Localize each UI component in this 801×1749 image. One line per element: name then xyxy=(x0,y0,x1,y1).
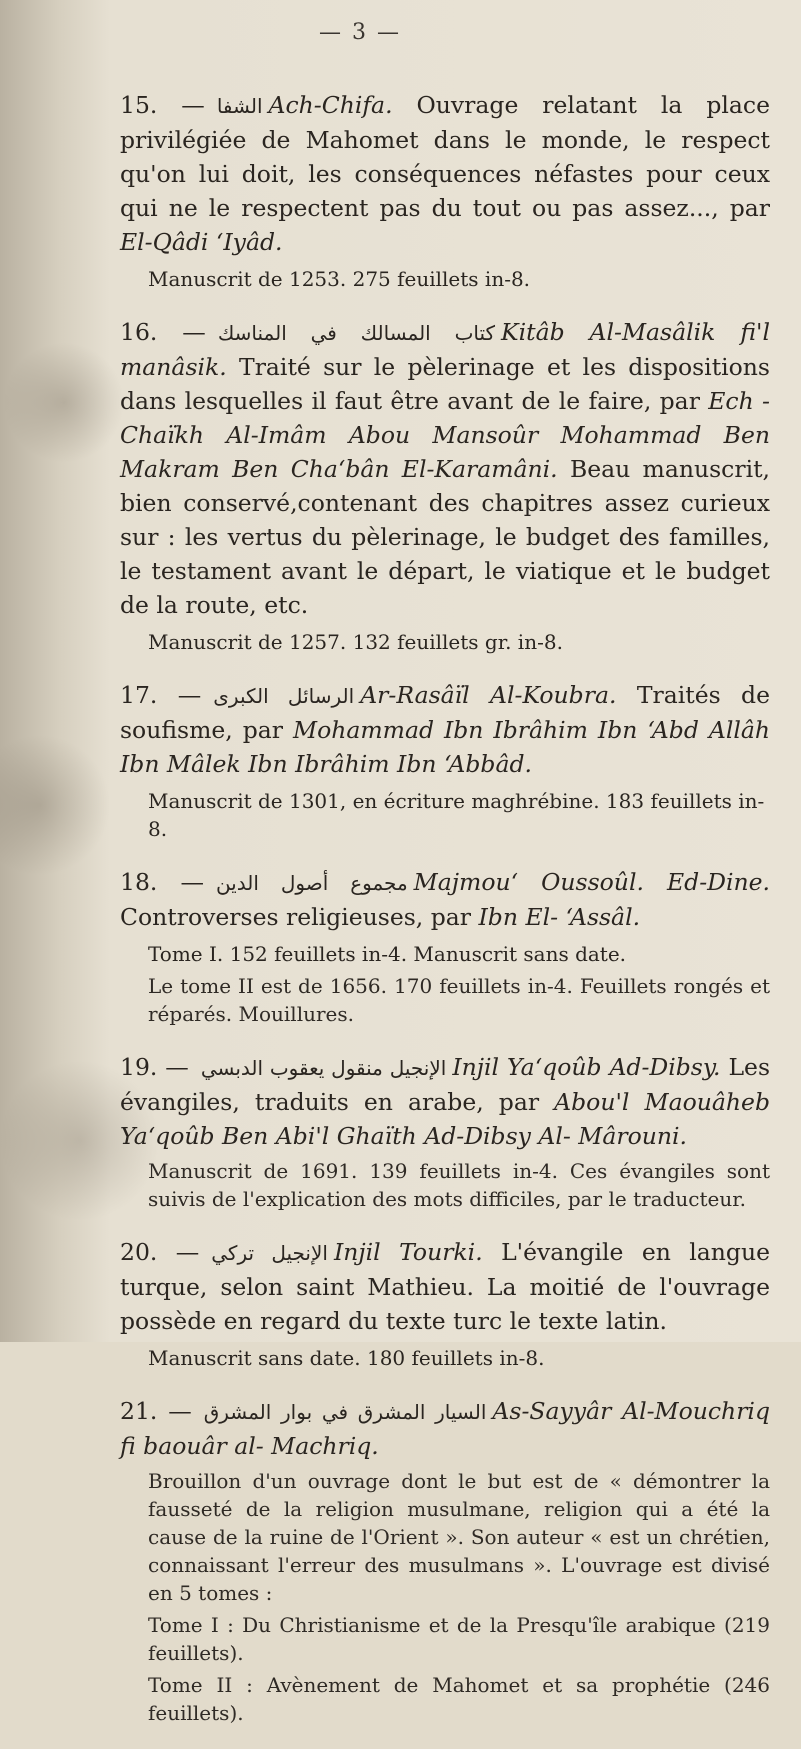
catalog-entry-21 xyxy=(120,1394,770,1727)
entries-list xyxy=(120,88,770,1749)
page-number: — 3 — xyxy=(319,20,401,45)
entry-description: Les évangiles, traduits en arabe, par xyxy=(120,1053,771,1116)
entry-author: Abou'l Maouâheb Ya‘qoûb Ben Abi'l Ghaïth Ad-Dibsy Al- Mârouni. xyxy=(120,1088,770,1150)
entry-number: 15. — xyxy=(120,91,205,119)
entry-description: Traité sur le pèlerinage et les dispositions dans lesquelles il faut être avant de le faire, par xyxy=(120,353,770,415)
catalog-entry-17 xyxy=(120,678,770,843)
manuscript-note: Manuscrit de 1253. 275 feuillets in-8. xyxy=(148,267,531,291)
volume-note: Tome I : Du Christianisme et de la Presqu'île arabique (219 feuillets). xyxy=(148,1613,770,1665)
entry-description: L'évangile en langue turque, selon saint Mathieu. La moitié de l'ouvrage possède en regard du texte turc le texte latin. xyxy=(120,1238,770,1335)
entry-heading xyxy=(120,1394,770,1463)
entry-number: 18. — xyxy=(120,868,204,896)
entry-description: Ouvrage relatant la place privilégiée de Mahomet dans le monde, le respect qu'on lui doit, les conséquences néfastes pour ceux qui ne le respectent pas du tout ou pas assez..., par xyxy=(120,91,770,222)
manuscript-note: Le tome II est de 1656. 170 feuillets in-4. Feuillets rongés et réparés. Mouillures. xyxy=(148,974,770,1026)
entry-heading xyxy=(120,865,770,934)
transliterated-title: Injil Tourki. xyxy=(333,1238,483,1266)
arabic-title: الرسائل الكبرى xyxy=(213,684,355,708)
entry-description: Traités de soufisme, par xyxy=(120,681,770,744)
arabic-title: كتاب المسالك في المناسك xyxy=(217,321,496,345)
manuscript-note: Manuscrit de 1257. 132 feuillets gr. in-8. xyxy=(148,630,563,654)
catalog-entry-19 xyxy=(120,1050,770,1213)
entry-author: El-Qâdi ‘Iyâd. xyxy=(120,228,283,256)
entry-heading xyxy=(120,1050,770,1153)
catalog-entry-18 xyxy=(120,865,770,1028)
entry-author: Ech -Chaïkh Al-Imâm Abou Mansoûr Mohammad Ben Makram Ben Cha‘bân El-Karamâni. xyxy=(120,387,770,483)
transliterated-title: Kitâb Al-Masâlik fi'l manâsik. xyxy=(120,318,770,381)
entry-number: 20. — xyxy=(120,1238,200,1266)
volume-note: Tome II : Avènement de Mahomet et sa prophétie (246 feuillets). xyxy=(148,1673,770,1725)
catalog-entry-15 xyxy=(120,88,770,293)
entry-number: 21. — xyxy=(120,1397,192,1425)
arabic-title: الشفا xyxy=(216,94,263,118)
transliterated-title: Majmou‘ Oussoûl. Ed-Dine. xyxy=(413,868,771,896)
catalog-entry-16 xyxy=(120,315,770,656)
transliterated-title: Ach-Chifa. xyxy=(268,91,393,119)
catalog-entry-20 xyxy=(120,1235,770,1372)
arabic-title: الإنجيل تركي xyxy=(211,1241,328,1265)
manuscript-note: Tome I. 152 feuillets in-4. Manuscrit sans date. xyxy=(148,942,627,966)
entry-number: 16. — xyxy=(120,318,206,346)
transliterated-title: As-Sayyâr Al-Mouchriq fi baouâr al- Machriq. xyxy=(120,1397,770,1460)
transliterated-title: Ar-Rasâïl Al-Koubra. xyxy=(360,681,617,709)
entry-heading xyxy=(120,678,770,781)
manuscript-note: Manuscrit sans date. 180 feuillets in-8. xyxy=(148,1346,545,1370)
entry-number: 17. — xyxy=(120,681,202,709)
manuscript-note: Brouillon d'un ouvrage dont le but est de « démontrer la fausseté de la religion musulmane, religion qui a été la cause de la ruine de l'Orient ». Son auteur « est un chrétien, connaissant l'erreur des musulmans ». L'ouvrage est divisé en 5 tomes : xyxy=(148,1469,770,1605)
manuscript-note: Manuscrit de 1691. 139 feuillets in-4. Ces évangiles sont suivis de l'explication des mots difficiles, par le traducteur. xyxy=(148,1159,770,1211)
entry-description-more: Beau manuscrit, bien conservé,contenant des chapitres assez curieux sur : les vertus du pèlerinage, le budget des familles, le testament avant le départ, le viatique et le budget de la route, etc. xyxy=(120,455,770,619)
entry-author: Ibn El- ‘Assâl. xyxy=(478,903,641,931)
entry-author: Mohammad Ibn Ibrâhim Ibn ‘Abd Allâh Ibn Mâlek Ibn Ibrâhim Ibn ‘Abbâd. xyxy=(120,716,770,778)
arabic-title: مجموع أصول الدين xyxy=(215,871,408,895)
entry-number: 19. — xyxy=(120,1053,189,1081)
transliterated-title: Injil Ya‘qoûb Ad-Dibsy. xyxy=(452,1053,721,1081)
arabic-title: السيار المشرق في بوار المشرق xyxy=(203,1400,487,1424)
entry-heading xyxy=(120,1235,770,1338)
arabic-title: الإنجيل منقول يعقوب الدبسي xyxy=(200,1056,447,1080)
entry-heading xyxy=(120,88,770,259)
manuscript-note: Manuscrit de 1301, en écriture maghrébine. 183 feuillets in-8. xyxy=(148,789,765,841)
entry-description: Controverses religieuses, par xyxy=(120,903,472,931)
entry-heading xyxy=(120,315,770,622)
